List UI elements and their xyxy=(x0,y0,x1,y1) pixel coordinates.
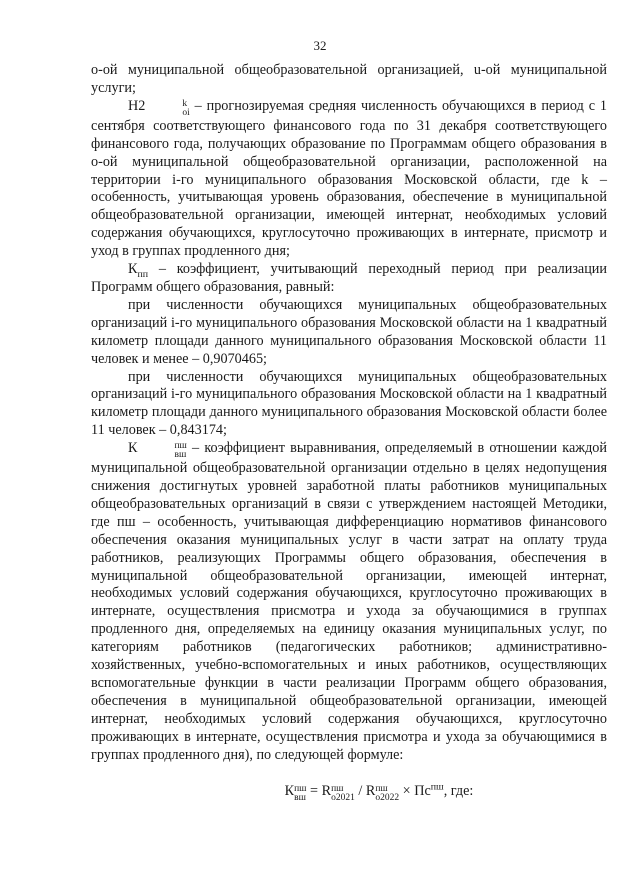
kvsh-definition-text: – коэффициент выравнивания, определяемый в отношении каждой муниципальной общеобразовательной организации отдельно в целях недопущения снижения достигнутых уровней заработной платы работников муниципальных общеобразовательных организаций в связи с утверждением настоящей Методики, где пш – особенность, учитывающая дифференциацию нормативов финансового обеспечения оказания муниципальных услуг в части затрат на оплату труда работников, реализующих Программы общего образования, обеспечения в муниципальной общеобразовательной организации, имеющей интернат, необходимых условий содержания обучающихся, круглосуточно проживающих в интернате, осуществления присмотра и ухода за обучающимися в группах продленного дня, определяемых на единицу оказания муниципальных услуг, по категориям работников (педагогических работников; административно-хозяйственных, учебно-вспомогательных и иных работников, осуществляющих вспомогательные функции в части реализации Программ общего образования, обеспечения в муниципальной общеобразовательной организации, имеющей интернат, необходимых условий содержания обучающихся, круглосуточно проживающих в интернате, осуществления присмотра и ухода за обучающимися в группах продленного дня), по следующей формуле: xyxy=(91,440,607,763)
paragraph-kpp-definition xyxy=(91,261,607,297)
kpp-symbol: $К_{пп}$ xyxy=(128,261,149,280)
kvsh-symbol: К пш вш xyxy=(128,440,187,461)
kpp-symbol-sub: пп xyxy=(137,268,149,280)
paragraph-1: о-ой муниципальной общеобразовательной организацией, u-ой муниципальной услуги; xyxy=(91,62,607,96)
h2-definition-text: – прогнозируемая средняя численность обучающихся в период с 1 сентября соответствующего финансового года по 31 декабря соответствующего финансового года, получающих образование по Программам общего образования в о-ой муниципальной общеобразовательной организации, расположенной на территории i-го муниципального образования Московской области, где k – особенность, учитывающая уровень образования, обеспечение в муниципальной общеобразовательной организации, имеющей интернат, необходимых условий содержания обучающихся, круглосуточно проживающих в интернате, присмотр и уход в группах продленного дня; xyxy=(91,97,607,260)
paragraph-h2-definition xyxy=(91,98,607,261)
formula-equals: = xyxy=(306,782,322,799)
document-body xyxy=(91,62,607,803)
formula-times: × xyxy=(399,782,415,799)
formula-k: К пш вш xyxy=(284,782,307,803)
h2-symbol-sup: k xyxy=(182,98,188,109)
kvsh-symbol-sub: вш xyxy=(174,450,187,461)
h2-symbol-sub: oi xyxy=(182,107,190,118)
formula-pc: $Пс^{пш}$ xyxy=(414,780,444,799)
kpp-definition-text: – коэффициент, учитывающий переходный период при реализации Программ общего образования, равный: xyxy=(91,261,607,295)
paragraph-kpp-case-1: при численности обучающихся муниципальных общеобразовательных организаций i-го муниципального образования Московской области на 1 квадратный километр площади данного муниципального образования Московской области 11 человек и менее – 0,9070465; xyxy=(91,296,607,367)
page-number: 32 xyxy=(313,38,327,53)
formula-r1: R пш o2021 xyxy=(321,782,355,803)
paragraph-kvsh-definition xyxy=(91,440,607,764)
formula-r2: R пш o2022 xyxy=(365,782,400,803)
h2-symbol: Н2 k oi xyxy=(128,97,190,118)
formula xyxy=(91,780,607,803)
formula-divide: / xyxy=(354,782,366,799)
formula-tail: , где: xyxy=(443,782,474,799)
kvsh-symbol-sup: пш xyxy=(174,441,187,452)
paragraph-kpp-case-2: при численности обучающихся муниципальных общеобразовательных организаций i-го муниципального образования Московской области на 1 квадратный километр площади данного муниципального образования Московской области более 11 человек – 0,843174; xyxy=(91,368,607,439)
